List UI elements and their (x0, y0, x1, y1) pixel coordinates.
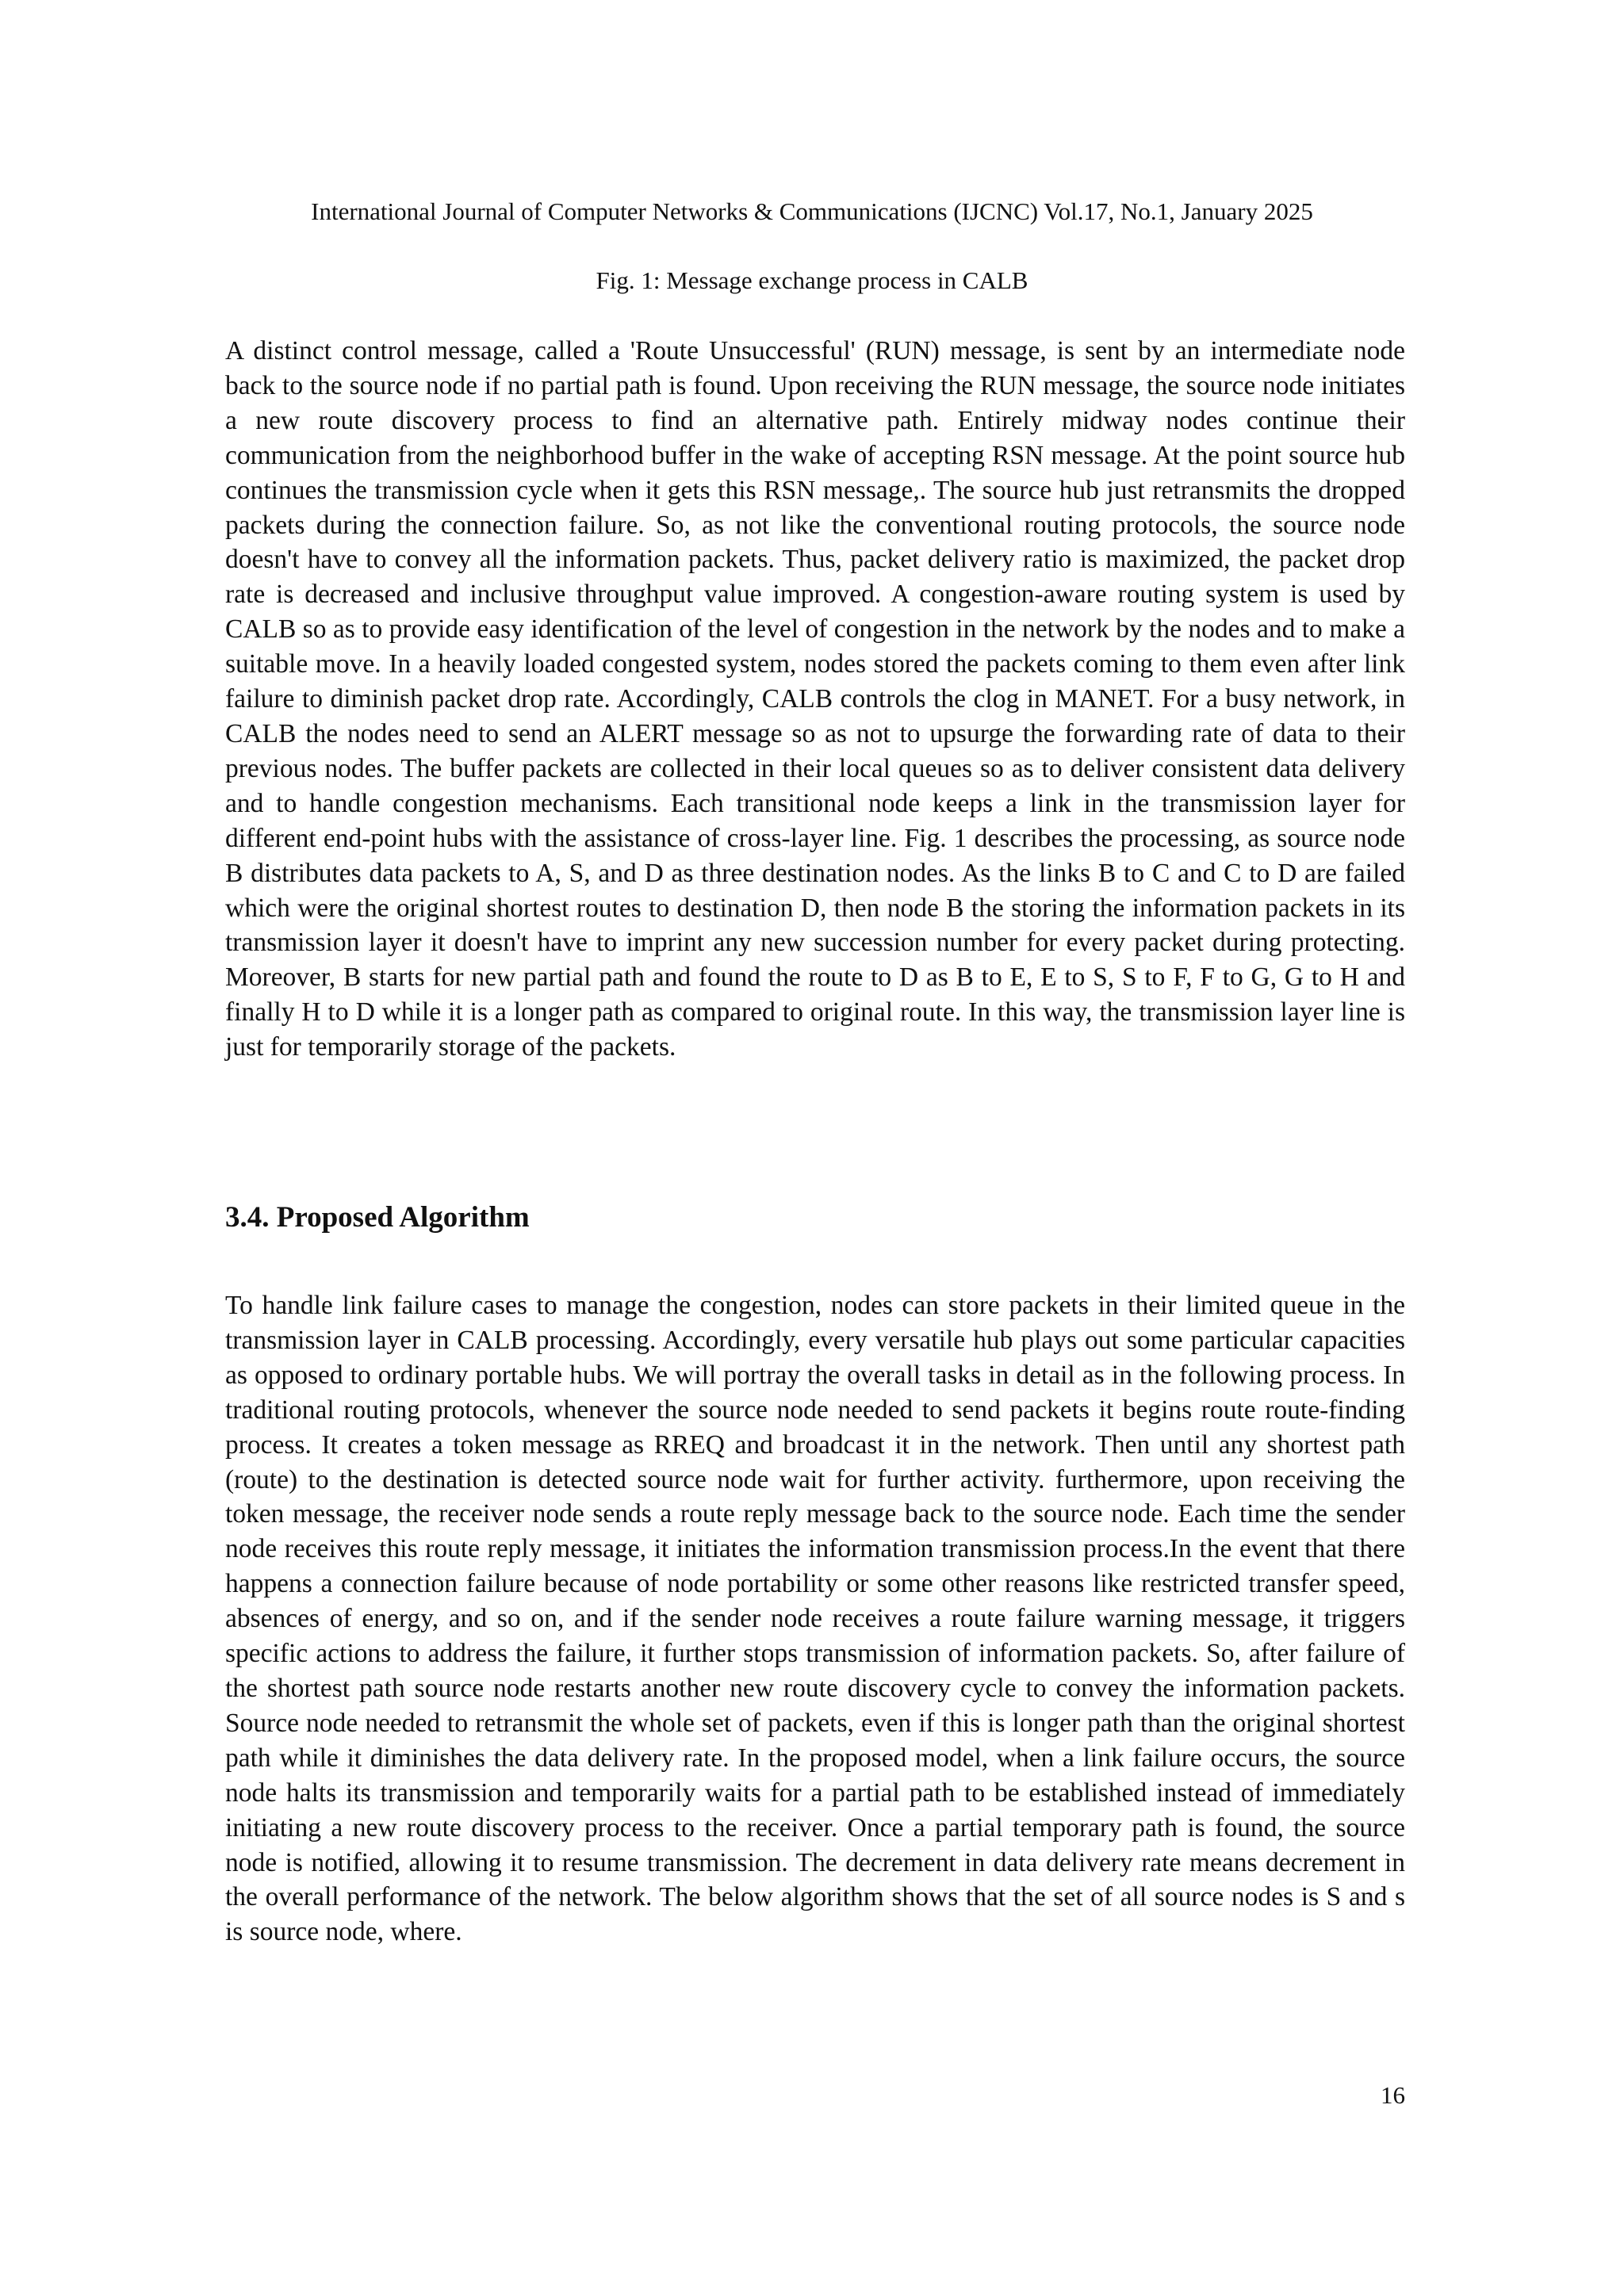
body-paragraph-1: A distinct control message, called a 'Route Unsuccessful' (RUN) message, is sent by an intermediate node back to the source node if no partial path is found. Upon receiving the RUN message, the source node initiates a new route discovery process to find an alternative path. Entirely midway nodes continue their communication from the neighborhood buffer in the wake of accepting RSN message. At the point source hub continues the transmission cycle when it gets this RSN message,. The source hub just retransmits the dropped packets during the connection failure. So, as not like the conventional routing protocols, the source node doesn't have to convey all the information packets. Thus, packet delivery ratio is maximized, the packet drop rate is decreased and inclusive throughput value improved. A congestion-aware routing system is used by CALB so as to provide easy identification of the level of congestion in the network by the nodes and to make a suitable move. In a heavily loaded congested system, nodes stored the packets coming to them even after link failure to diminish packet drop rate. Accordingly, CALB controls the clog in MANET. For a busy network, in CALB the nodes need to send an ALERT message so as not to upsurge the forwarding rate of data to their previous nodes. The buffer packets are collected in their local queues so as to deliver consistent data delivery and to handle congestion mechanisms. Each transitional node keeps a link in the transmission layer for different end-point hubs with the assistance of cross-layer line. Fig. 1 describes the processing, as source node B distributes data packets to A, S, and D as three destination nodes. As the links B to C and C to D are failed which were the original shortest routes to destination D, then node B the storing the information packets in its transmission layer it doesn't have to imprint any new succession number for every packet during protecting. Moreover, B starts for new partial path and found the route to D as B to E, E to S, S to F, F to G, G to H and finally H to D while it is a longer path as compared to original route. In this way, the transmission layer line is just for temporarily storage of the packets. (225, 336, 1405, 1062)
journal-running-header: International Journal of Computer Networks & Communications (IJCNC) Vol.17, No.1, January 2025 (311, 197, 1313, 225)
page-number: 16 (1381, 2081, 1405, 2109)
body-paragraph-2: To handle link failure cases to manage the congestion, nodes can store packets in their limited queue in the transmission layer in CALB processing. Accordingly, every versatile hub plays out some particular capacities as opposed to ordinary portable hubs. We will portray the overall tasks in detail as in the following process. In traditional routing protocols, whenever the source node needed to send packets it begins route route-finding process. It creates a token message as RREQ and broadcast it in the network. Then until any shortest path (route) to the destination is detected source node wait for further activity. furthermore, upon receiving the token message, the receiver node sends a route reply message back to the source node. Each time the sender node receives this route reply message, it initiates the information transmission process.In the event that there happens a connection failure because of node portability or some other reasons like restricted transfer speed, absences of energy, and so on, and if the sender node receives a route failure warning message, it triggers specific actions to address the failure, it further stops transmission of information packets. So, after failure of the shortest path source node restarts another new route discovery cycle to convey the information packets. Source node needed to retransmit the whole set of packets, even if this is longer path than the original shortest path while it diminishes the data delivery rate. In the proposed model, when a link failure occurs, the source node halts its transmission and temporarily waits for a partial path to be established instead of immediately initiating a new route discovery process to the receiver. Once a partial temporary path is found, the source node is notified, allowing it to resume transmission. The decrement in data delivery rate means decrement in the overall performance of the network. The below algorithm shows that the set of all source nodes is S and s is source node, where. (225, 1291, 1405, 1947)
figure-caption: Fig. 1: Message exchange process in CALB (596, 266, 1028, 294)
section-heading: 3.4. Proposed Algorithm (225, 1201, 530, 1234)
